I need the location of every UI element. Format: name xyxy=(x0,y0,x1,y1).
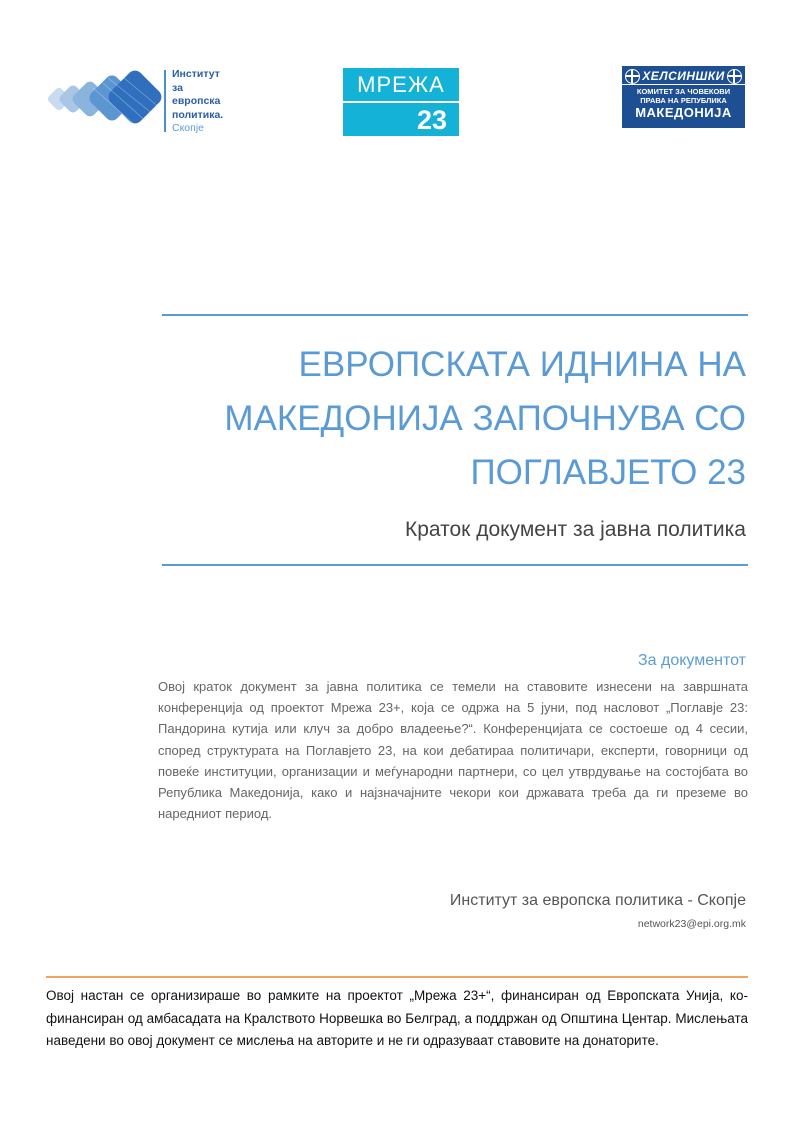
helsinki-logo-subtitle xyxy=(622,87,745,105)
helsinki-logo-sub-line: КОМИТЕТ ЗА ЧОВЕКОВИ xyxy=(636,87,731,96)
network23-logo-number: 23 xyxy=(416,105,447,135)
title-line: ЕВРОПСКАТА ИДНИНА НА xyxy=(298,345,746,384)
helsinki-logo-header xyxy=(622,66,745,85)
helsinki-committee-logo xyxy=(622,66,745,128)
title-line: МАКЕДОНИЈА ЗАПОЧНУВА СО xyxy=(224,399,746,438)
epi-logo-line: европска xyxy=(172,95,221,107)
globe-icon xyxy=(625,69,640,84)
about-heading: За документот xyxy=(638,652,746,669)
epi-logo-text xyxy=(172,68,223,136)
document-title xyxy=(146,338,746,500)
about-paragraph: Овој краток документ за јавна политика се темели на ставовите изнесени на завршната конференција од проектот Мрежа 23+, која се одржа на 5 јуни, под насловот „Поглавје 23: Пандорина кутија или клуч за добро владеење?“. Конференцијата се состоеше од 4 сесии, според структурата на Поглавјето 23, на кои дебатираа политичари, експерти, говорници од повеќе институции, организации и меѓународни партнери, со цел утврдување на состојбата во Република Македонија, како и најзначајните чекори кои државата треба да ги преземе во наредниот период. xyxy=(158,679,748,822)
network23-logo-bottom xyxy=(343,103,459,136)
epi-logo-line: за xyxy=(172,81,183,94)
helsinki-logo-country: МАКЕДОНИЈА xyxy=(635,105,732,120)
epi-logo-line: политика. xyxy=(172,108,224,121)
epi-logo-line: Институт xyxy=(172,68,220,80)
helsinki-logo-sub-line: ПРАВА НА РЕПУБЛИКА xyxy=(640,96,727,105)
epi-logo-mark-icon xyxy=(48,68,164,128)
footer-rule xyxy=(46,976,748,978)
contact-email[interactable]: network23@epi.org.mk xyxy=(637,918,746,930)
epi-logo-divider xyxy=(164,70,166,132)
globe-icon xyxy=(727,69,742,84)
footer-disclaimer: Овој настан се организираше во рамките на проектот „Мрежа 23+“, финансиран од Европската Унија, ко-финансиран од амбасадата на Кралството Норвешка во Белград, а поддржан од Општина Центар. Мислењата наведени во овој документ се мислења на авторите и не ги одразуваат ставовите на донаторите. xyxy=(46,988,748,1049)
helsinki-logo-title: ХЕЛСИНШКИ xyxy=(642,69,725,83)
epi-logo xyxy=(48,64,238,144)
document-subtitle: Краток документ за јавна политика xyxy=(404,518,746,541)
network23-logo xyxy=(343,68,459,136)
institute-name: Институт за европска политика - Скопје xyxy=(449,892,746,909)
network23-logo-top: МРЕЖА xyxy=(343,68,459,101)
title-rule-bottom xyxy=(162,564,748,566)
title-rule-top xyxy=(162,314,748,316)
epi-logo-city: Скопје xyxy=(172,122,204,134)
title-line: ПОГЛАВЈЕТО 23 xyxy=(470,453,746,492)
